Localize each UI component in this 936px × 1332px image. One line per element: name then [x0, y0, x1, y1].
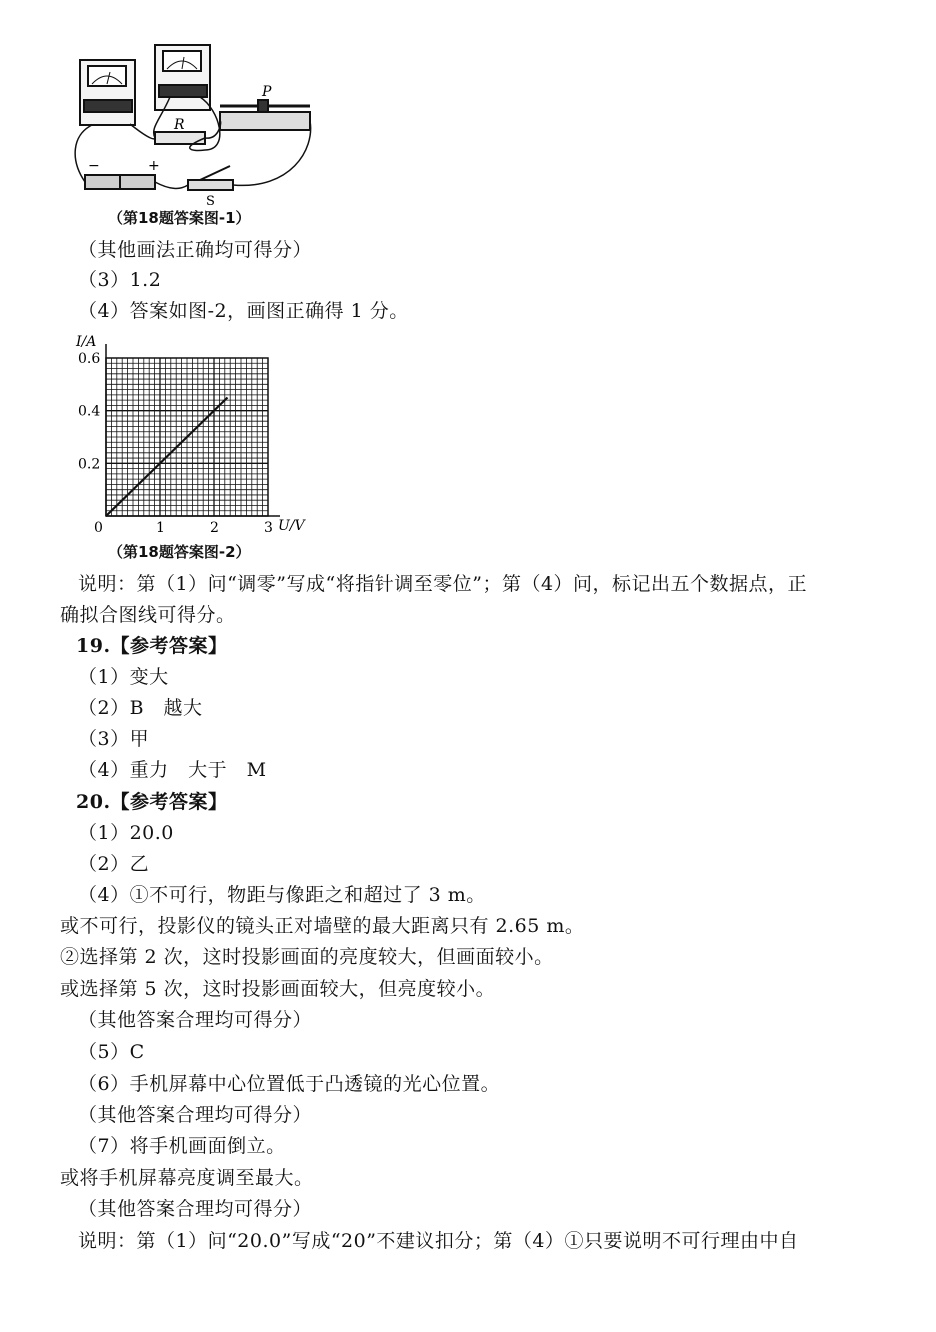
answer-20-4b: 或不可行，投影仪的镜头正对墙壁的最大距离只有 2.65 m。 — [60, 915, 585, 937]
iu-chart — [62, 320, 352, 542]
answer-20-6: （6）手机屏幕中心位置低于凸透镜的光心位置。 — [78, 1073, 501, 1095]
battery-plus-label: + — [148, 158, 160, 174]
x-tick-label: 2 — [210, 520, 219, 536]
y-tick-label: 0.4 — [78, 403, 101, 420]
note-20-a: （其他答案合理均可得分） — [78, 1009, 313, 1031]
x-axis-label: U/V — [278, 518, 305, 534]
answer-18-4: （4）答案如图-2，画图正确得 1 分。 — [78, 300, 409, 322]
battery-minus-label: − — [88, 158, 100, 174]
note-other-methods: （其他画法正确均可得分） — [78, 239, 313, 261]
heading-20: 20.【参考答案】 — [76, 791, 228, 813]
y-axis-label: I/A — [76, 334, 97, 350]
ammeter — [80, 60, 135, 125]
answer-20-2: （2）乙 — [78, 853, 150, 875]
resistor-r — [155, 132, 205, 144]
explanation-18-line1: 说明：第（1）问“调零”写成“将指针调至零位”；第（4）问，标记出五个数据点，正 — [78, 573, 808, 595]
note-20-b: （其他答案合理均可得分） — [78, 1104, 313, 1126]
rheostat-label-p: P — [262, 84, 272, 100]
explanation-18-line2: 确拟合图线可得分。 — [60, 604, 236, 626]
x-tick-label: 3 — [264, 520, 273, 536]
answer-18-3: （3）1.2 — [78, 269, 162, 291]
answer-20-4d: 或选择第 5 次，这时投影画面较大，但亮度较小。 — [60, 978, 496, 1000]
answer-19-4: （4）重力 大于 M — [78, 759, 267, 781]
resistor-label-r: R — [174, 117, 185, 133]
answer-20-7b: 或将手机屏幕亮度调至最大。 — [60, 1167, 314, 1189]
explanation-20: 说明：第（1）问“20.0”写成“20”不建议扣分；第（4）①只要说明不可行理由中自 — [78, 1230, 799, 1252]
answer-20-7a: （7）将手机画面倒立。 — [78, 1135, 286, 1157]
switch-s — [188, 166, 233, 190]
answer-20-4c: ②选择第 2 次，这时投影画面的亮度较大，但画面较小。 — [60, 946, 554, 968]
battery — [85, 175, 155, 189]
answer-20-4a: （4）①不可行，物距与像距之和超过了 3 m。 — [78, 884, 486, 906]
figure1-caption: （第18题答案图-1） — [108, 209, 251, 227]
rheostat — [220, 100, 310, 130]
answer-19-1: （1）变大 — [78, 666, 169, 688]
voltmeter — [155, 45, 210, 110]
x-tick-label: 0 — [94, 520, 103, 536]
x-tick-label: 1 — [156, 520, 165, 536]
y-tick-label: 0.2 — [78, 456, 101, 473]
answer-19-2: （2）B 越大 — [78, 697, 203, 719]
figure2-caption: （第18题答案图-2） — [108, 543, 251, 561]
switch-label-s: S — [206, 194, 215, 209]
y-tick-label: 0.6 — [78, 351, 101, 367]
answer-20-1: （1）20.0 — [78, 822, 174, 844]
heading-19: 19.【参考答案】 — [76, 635, 228, 657]
answer-20-5: （5）C — [78, 1041, 145, 1063]
circuit-diagram — [70, 40, 350, 210]
answer-19-3: （3）甲 — [78, 728, 150, 750]
note-20-c: （其他答案合理均可得分） — [78, 1198, 313, 1220]
